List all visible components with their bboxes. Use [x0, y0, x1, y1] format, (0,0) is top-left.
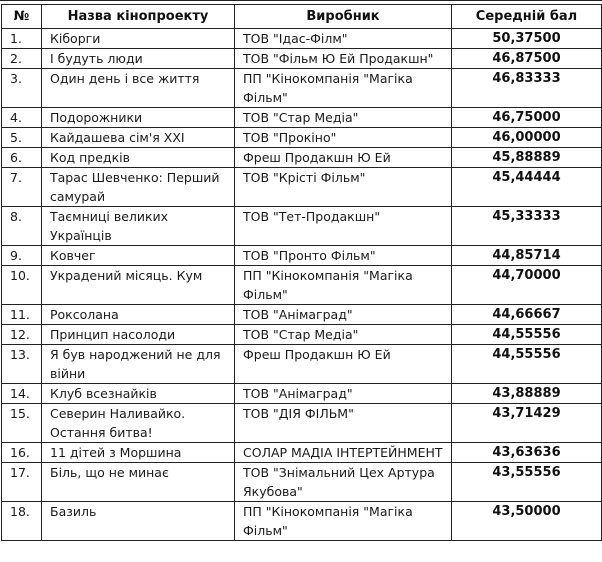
average-score-cell: 45,33333 [452, 207, 602, 246]
average-score-cell: 44,55556 [452, 345, 602, 384]
table-row [2, 384, 602, 404]
table-row [2, 325, 602, 345]
table-row [2, 502, 602, 541]
producer-cell: ТОВ "Стар Медіа" [235, 108, 452, 128]
project-title-cell: Біль, що не минає [42, 463, 235, 502]
producer-cell: Фреш Продакшн Ю Ей [235, 148, 452, 168]
row-number-cell: 18. [2, 502, 42, 541]
project-title-cell: Я був народжений не для війни [42, 345, 235, 384]
producer-cell: ПП "Кінокомпанія "Магіка Фільм" [235, 502, 452, 541]
table-row [2, 69, 602, 108]
row-number-cell: 9. [2, 246, 42, 266]
producer-cell: ТОВ "Знімальний Цех Артура Якубова" [235, 463, 452, 502]
project-title-cell: Базиль [42, 502, 235, 541]
project-title-cell: Украдений місяць. Кум [42, 266, 235, 305]
table-row [2, 207, 602, 246]
project-title-cell: Кайдашева сім'я XXI [42, 128, 235, 148]
row-number-cell: 17. [2, 463, 42, 502]
producer-cell: ТОВ "ДІЯ ФІЛЬМ" [235, 404, 452, 443]
column-header-producer: Виробник [235, 5, 452, 29]
table-row [2, 148, 602, 168]
row-number-cell: 15. [2, 404, 42, 443]
top-rule [0, 0, 602, 1]
average-score-cell: 44,55556 [452, 325, 602, 345]
project-title-cell: Принцип насолоди [42, 325, 235, 345]
table-row [2, 168, 602, 207]
average-score-cell: 43,88889 [452, 384, 602, 404]
average-score-cell: 46,83333 [452, 69, 602, 108]
project-title-cell: Код предків [42, 148, 235, 168]
row-number-cell: 2. [2, 49, 42, 69]
row-number-cell: 11. [2, 305, 42, 325]
row-number-cell: 5. [2, 128, 42, 148]
row-number-cell: 4. [2, 108, 42, 128]
table-row [2, 246, 602, 266]
average-score-cell: 43,50000 [452, 502, 602, 541]
average-score-cell: 44,66667 [452, 305, 602, 325]
producer-cell: ТОВ "Тет-Продакшн" [235, 207, 452, 246]
average-score-cell: 46,87500 [452, 49, 602, 69]
row-number-cell: 12. [2, 325, 42, 345]
producer-cell: ТОВ "Прокіно" [235, 128, 452, 148]
project-title-cell: Роксолана [42, 305, 235, 325]
table-header [2, 5, 602, 29]
table-row [2, 49, 602, 69]
header-row [2, 5, 602, 29]
table-row [2, 128, 602, 148]
column-header-project-title: Назва кінопроекту [42, 5, 235, 29]
producer-cell: ТОВ "Пронто Фільм" [235, 246, 452, 266]
project-title-cell: Таємниці великих Українців [42, 207, 235, 246]
project-title-cell: Подорожники [42, 108, 235, 128]
table-body [2, 29, 602, 541]
average-score-cell: 46,75000 [452, 108, 602, 128]
producer-cell: ТОВ "Фільм Ю Ей Продакшн" [235, 49, 452, 69]
table-row [2, 108, 602, 128]
project-title-cell: І будуть люди [42, 49, 235, 69]
average-score-cell: 43,55556 [452, 463, 602, 502]
table-row [2, 463, 602, 502]
table-row [2, 266, 602, 305]
producer-cell: ТОВ "Крісті Фільм" [235, 168, 452, 207]
producer-cell: ТОВ "Ідас-Філм" [235, 29, 452, 49]
row-number-cell: 8. [2, 207, 42, 246]
row-number-cell: 6. [2, 148, 42, 168]
average-score-cell: 44,85714 [452, 246, 602, 266]
project-title-cell: Кіборги [42, 29, 235, 49]
average-score-cell: 43,63636 [452, 443, 602, 463]
project-title-cell: Клуб всезнайків [42, 384, 235, 404]
project-title-cell: Тарас Шевченко: Перший самурай [42, 168, 235, 207]
producer-cell: ТОВ "Анімаград" [235, 384, 452, 404]
row-number-cell: 16. [2, 443, 42, 463]
average-score-cell: 43,71429 [452, 404, 602, 443]
table-row [2, 443, 602, 463]
table-row [2, 345, 602, 384]
table-row [2, 404, 602, 443]
producer-cell: СОЛАР МАДІА ІНТЕРТЕЙНМЕНТ [235, 443, 452, 463]
producer-cell: Фреш Продакшн Ю Ей [235, 345, 452, 384]
project-title-cell: 11 дітей з Моршина [42, 443, 235, 463]
average-score-cell: 45,88889 [452, 148, 602, 168]
average-score-cell: 50,37500 [452, 29, 602, 49]
row-number-cell: 10. [2, 266, 42, 305]
project-title-cell: Ковчег [42, 246, 235, 266]
project-title-cell: Северин Наливайко. Остання битва! [42, 404, 235, 443]
producer-cell: ТОВ "Анімаград" [235, 305, 452, 325]
project-title-cell: Один день і все життя [42, 69, 235, 108]
table-row [2, 29, 602, 49]
producer-cell: ТОВ "Стар Медіа" [235, 325, 452, 345]
average-score-cell: 44,70000 [452, 266, 602, 305]
column-header-number: № [2, 5, 42, 29]
row-number-cell: 1. [2, 29, 42, 49]
row-number-cell: 13. [2, 345, 42, 384]
average-score-cell: 45,44444 [452, 168, 602, 207]
table-row [2, 305, 602, 325]
row-number-cell: 3. [2, 69, 42, 108]
average-score-cell: 46,00000 [452, 128, 602, 148]
film-projects-table [1, 4, 602, 541]
row-number-cell: 14. [2, 384, 42, 404]
producer-cell: ПП "Кінокомпанія "Магіка Фільм" [235, 69, 452, 108]
producer-cell: ПП "Кінокомпанія "Магіка Фільм" [235, 266, 452, 305]
column-header-average-score: Середній бал [452, 5, 602, 29]
row-number-cell: 7. [2, 168, 42, 207]
